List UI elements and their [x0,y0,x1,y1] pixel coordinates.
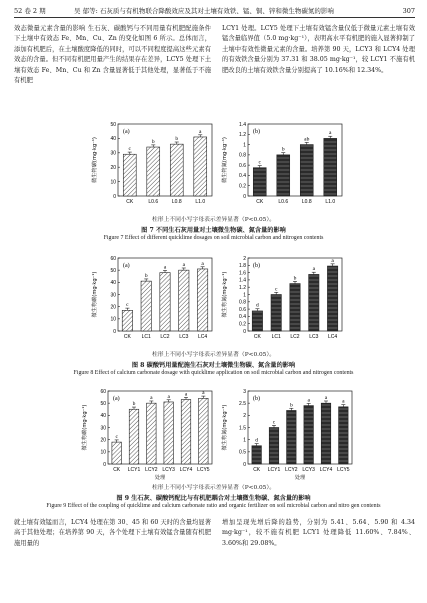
y-tick-label: 2 [243,413,246,420]
significance-letter: b [281,146,285,153]
significance-letter: a [184,391,188,398]
bar [199,398,209,464]
x-tick-label: LCY5 [337,467,350,473]
figure-7-panel-b [218,116,348,213]
bar [179,270,189,331]
y-tick-label: 0 [243,461,246,468]
x-tick-label: LCY3 [162,467,175,473]
significance-letter: a [199,128,202,135]
y-tick-label: 1.4 [239,277,246,284]
plot-frame [108,391,212,464]
y-tick-label: 20 [110,304,116,311]
figure-9-panel-a [78,383,218,481]
figure-8-caption-zh: 图 8 碳酸钙用量配施生石灰对土壤微生物碳、氮含量的影响 [131,362,296,369]
significance-letter: a [329,130,332,137]
body-text-left-top: 效态微量元素含量的影响 生石灰、碳酸钙与不同用量有机肥配施条件下土壤中有效态 Fe、Mn、Cu、Zn 的变化如图 6 所示。总体而言，添加有机肥后，在土壤酸度降低的同时，可以不同程度提高这些元素有效态的含量。但不同有机肥用量产生的结果存在差异，LCY5 处理下土壤有效态 Fe、Mn、Cu 和 Zn 含量显著低于其他处理，显著低于不施有机肥 [14,25,211,85]
x-tick-label: LC1 [141,334,151,340]
y-tick-label: 10 [100,449,106,456]
x-tick-label: LCY2 [285,467,298,473]
running-header [14,6,415,18]
bar [194,137,207,196]
bar [287,410,297,464]
x-axis-label: 处理 [154,475,166,481]
bar [170,144,183,196]
y-axis-label: 微生物氮(mg·kg⁻¹) [222,404,228,451]
x-axis-label: 处理 [294,475,306,481]
x-tick-label: L0.8 [301,199,312,205]
x-tick-label: LCY1 [127,467,141,473]
y-tick-label: 60 [100,388,106,395]
significance-letter: a [167,393,170,400]
x-tick-label: LC3 [179,334,189,340]
significance-letter: c [115,433,118,440]
x-tick-label: LCY5 [197,467,210,473]
x-tick-label: LCY3 [302,467,315,473]
x-tick-label: LC4 [328,334,338,340]
y-tick-label: 20 [110,165,116,171]
y-axis-label: 微生物碳(mg·kg⁻¹) [92,137,98,183]
x-tick-label: LC4 [198,334,208,340]
y-tick-label: 1.4 [239,121,246,128]
significance-letter: ab [304,136,310,143]
significance-letter: a [312,266,316,273]
y-tick-label: 1.6 [239,270,246,277]
y-tick-label: 40 [110,136,116,143]
significance-letter: a [307,397,310,404]
significance-letter: c [274,286,278,293]
panel-tag: (b) [253,129,260,135]
y-tick-label: 0 [113,193,116,200]
y-tick-label: 1.2 [239,285,246,291]
figure-9-caption-zh: 图 9 生石灰、碳酸钙配比与有机肥耦合对土壤微生物碳、氮含量的影响 [116,495,311,502]
figure-7-panel-a [88,116,218,213]
y-axis-label: 微生物氮(mg·kg⁻¹) [222,271,228,318]
significance-letter: b [175,136,179,142]
y-tick-label: 0.4 [239,173,246,180]
y-tick-label: 0.4 [239,314,246,321]
bar [147,403,157,464]
y-tick-label: 0 [243,328,246,335]
y-tick-label: 1 [243,292,246,299]
y-tick-label: 50 [100,400,106,407]
bar [321,403,331,464]
figure-7-note: 柱形上不同小写字母表示差异显著（P<0.05）。 [151,217,276,223]
significance-letter: a [324,394,328,401]
x-tick-label: CK [113,467,121,473]
figure-7-caption-en: Figure 7 Effect of different quicklime dosages on soil microbial carbon and nitrogen contents [103,235,324,241]
page-number: 307 [402,7,415,15]
y-tick-label: 40 [110,280,116,287]
y-axis-label: 微生物碳(mg·kg⁻¹) [92,271,98,318]
x-tick-label: CK [253,467,261,473]
journal-volume: 52 卷 2 期 [14,7,46,15]
significance-letter: b [289,402,293,409]
x-tick-label: LC2 [290,334,300,340]
bar [277,155,290,196]
bar [309,274,319,331]
y-tick-label: 0.2 [239,321,246,328]
y-tick-label: 0.2 [239,183,246,190]
bar [181,400,191,464]
bar [269,428,279,465]
x-tick-label: CK [253,334,261,340]
significance-letter: d [255,437,259,444]
figure-9-caption-en: Figure 9 Effect of the coupling of quicklime and calcium carbonate ratio and organic fertilizer on soil microbial carbon and nitro gen contents [46,503,381,509]
x-tick-label: LCY4 [179,467,193,473]
bar [122,310,132,331]
significance-letter: b [293,275,297,282]
panel-tag: (b) [253,396,260,402]
x-tick-label: L1.0 [195,199,206,205]
significance-letter: a [150,394,153,401]
bar [147,147,160,196]
x-tick-label: L1.0 [325,199,336,205]
y-tick-label: 0 [113,328,116,335]
significance-letter: b [132,401,136,408]
y-axis-label: 微生物氮(mg·kg⁻¹) [222,137,228,183]
significance-letter: a [331,257,334,264]
bar [164,402,174,464]
bar [123,154,136,196]
y-tick-label: 0.8 [239,299,246,306]
figure-8-caption-en: Figure 8 Effect of calcium carbonate dosage with quicklime application on soil microbial carbon and nitrogen contents [73,370,354,376]
panel-tag: (b) [253,263,260,269]
x-tick-label: LCY1 [267,467,281,473]
significance-letter: a [342,398,345,405]
bar [290,284,300,331]
significance-letter: d [256,302,259,309]
significance-letter: a [163,264,167,271]
y-tick-label: 0 [103,461,106,468]
bar [197,269,207,331]
y-tick-label: 60 [110,255,116,262]
panel-tag: (a) [123,263,130,269]
significance-letter: a [182,261,186,268]
y-tick-label: 30 [110,292,116,299]
significance-letter: c [272,419,276,426]
y-tick-label: 1.8 [239,263,246,270]
x-tick-label: CK [256,199,264,205]
y-tick-label: 0.5 [239,449,246,456]
significance-letter: c [126,302,129,309]
figure-8-panel-b [218,250,348,348]
y-tick-label: 1 [243,142,246,149]
body-text-left-bottom: 就土壤有效锰而言，LCY4 处理在第 30、45 和 60 天时的含量均显著高于其他处理；在培养第 90 天，各个处理下土壤有效锰含量随有机肥施用量的 [14,519,211,547]
figure-7-caption-zh: 图 7 不同生石灰用量对土壤微生物碳、氮含量的影响 [141,227,286,234]
x-tick-label: CK [123,334,131,340]
significance-letter: c [128,146,131,153]
significance-letter: a [201,260,204,267]
y-tick-label: 40 [100,413,106,420]
article-running-title: 吴 郁等: 石灰质与有机物联合降酸效应及其对土壤有效铁、锰、铜、锌和微生物碳氮的影响 [74,7,334,15]
bar [112,442,122,464]
body-text-right-top: LCY1 处理。LCY5 处理下土壤有效锰含量仅低于微量元素土壤有效锰含量临界值（5.0 mg·kg⁻¹），表明高水平有机肥的施入显著抑制了土壤中有效性微量元素的含量。培养第 90 天，LCY3 和 LCY4 处理的有效铁含量分别为 37.31 和 38.05 mg·kg⁻¹，较 LCY1 不施有机肥改良的土壤有效铁含量分别提高了 10.16%和 12.34%。 [222,25,415,74]
bar [339,407,349,464]
x-tick-label: L0.6 [278,199,289,205]
x-tick-label: LCY4 [319,467,333,473]
x-tick-label: LC2 [160,334,170,340]
y-tick-label: 0 [243,193,246,200]
x-tick-label: CK [126,199,134,205]
y-tick-label: 10 [110,316,116,323]
y-tick-label: 20 [100,437,106,444]
y-tick-label: 30 [110,150,116,157]
y-tick-label: 3 [243,388,246,395]
significance-letter: a [202,390,205,397]
bar [141,281,151,331]
bar [129,409,139,464]
y-tick-label: 0.6 [239,306,246,313]
bar [160,273,170,331]
x-tick-label: LC1 [271,334,281,340]
y-axis-label: 微生物碳(mg·kg⁻¹) [82,404,88,451]
y-tick-label: 1 [243,437,246,444]
significance-letter: b [144,272,148,279]
significance-letter: c [258,159,261,166]
figure-9-note: 柱形上不同小写字母表示差异显著（P<0.05）。 [151,485,276,491]
x-tick-label: L0.8 [171,199,182,205]
y-tick-label: 1.5 [239,425,246,432]
bar [327,266,337,331]
figure-9-panel-b [218,383,358,481]
panel-tag: (a) [113,396,120,402]
y-tick-label: 2.5 [239,400,246,407]
y-tick-label: 0.8 [239,152,246,159]
y-tick-label: 1.2 [239,132,246,139]
y-tick-label: 2 [243,255,246,262]
body-text-right-bottom: 增加呈现先增后降的趋势，分别为 5.41、5.64、5.90 和 4.34 mg·kg⁻¹，较不施有机肥 LCY1 处理降低 11.60%、7.84%、3.60%和 29.08%。 [222,519,415,547]
bar [304,406,314,464]
y-tick-label: 10 [110,179,116,186]
significance-letter: b [151,138,155,145]
x-tick-label: LC3 [309,334,319,340]
bar [252,446,262,464]
x-tick-label: L0.6 [148,199,159,205]
x-tick-label: LCY2 [145,467,158,473]
y-tick-label: 50 [110,121,116,128]
bar [271,295,281,332]
figure-8-panel-a [88,250,218,348]
bar [300,145,313,196]
bar [324,138,337,196]
y-tick-label: 30 [100,425,106,432]
panel-tag: (a) [123,129,130,135]
bar [253,168,266,196]
figure-8-note: 柱形上不同小写字母表示差异显著（P<0.05）。 [151,352,276,358]
y-tick-label: 0.6 [239,162,246,169]
plot-frame [248,391,352,464]
y-tick-label: 50 [110,267,116,274]
bar [252,311,262,331]
